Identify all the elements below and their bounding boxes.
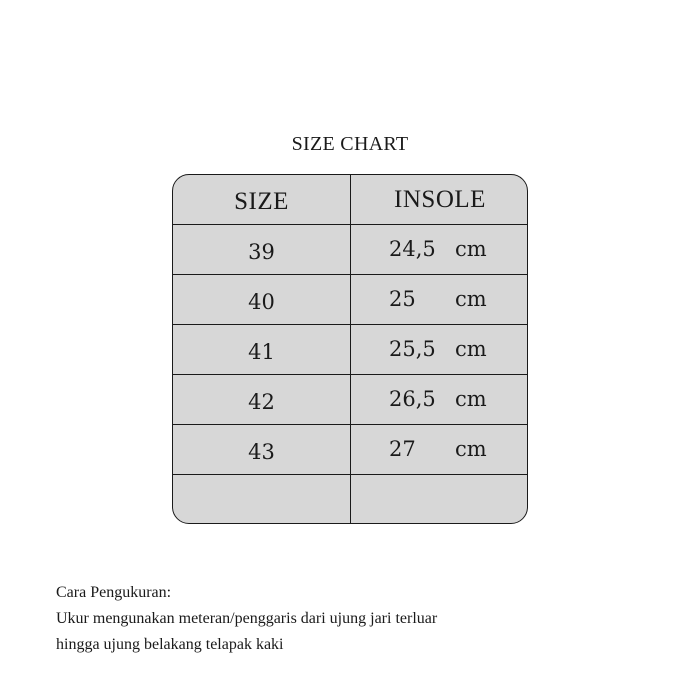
insole-value: 25,5	[389, 337, 436, 361]
size-cell	[173, 475, 350, 524]
measurement-note	[56, 580, 437, 658]
chart-title: SIZE CHART	[291, 133, 409, 155]
table-row	[173, 325, 527, 375]
insole-unit: cm	[455, 337, 487, 361]
size-table	[172, 174, 528, 524]
table-row	[173, 425, 527, 475]
insole-value: 24,5	[389, 237, 436, 261]
insole-unit: cm	[455, 287, 487, 311]
note-line-2: hingga ujung belakang telapak kaki	[56, 636, 284, 653]
insole-value: 25	[389, 287, 416, 311]
insole-unit: cm	[455, 437, 487, 461]
size-cell: 42	[248, 389, 275, 414]
insole-cell	[351, 375, 528, 424]
header-size: SIZE	[234, 187, 289, 215]
table-row-empty	[173, 475, 527, 524]
size-cell: 39	[248, 239, 275, 264]
insole-cell	[351, 475, 528, 524]
insole-value: 26,5	[389, 387, 436, 411]
insole-value: 27	[389, 437, 416, 461]
insole-cell	[351, 425, 528, 474]
size-cell: 40	[248, 289, 275, 314]
insole-cell	[351, 275, 528, 324]
insole-cell	[351, 225, 528, 274]
note-line-1: Ukur mengunakan meteran/penggaris dari ujung jari terluar	[56, 610, 438, 627]
note-heading: Cara Pengukuran:	[56, 584, 172, 601]
insole-cell	[351, 325, 528, 374]
table-header-row	[173, 175, 527, 225]
size-cell: 43	[248, 439, 275, 464]
insole-unit: cm	[455, 387, 487, 411]
size-cell: 41	[248, 339, 275, 364]
table-row	[173, 225, 527, 275]
insole-unit: cm	[455, 237, 487, 261]
table-row	[173, 375, 527, 425]
table-row	[173, 275, 527, 325]
header-insole: INSOLE	[394, 185, 486, 213]
